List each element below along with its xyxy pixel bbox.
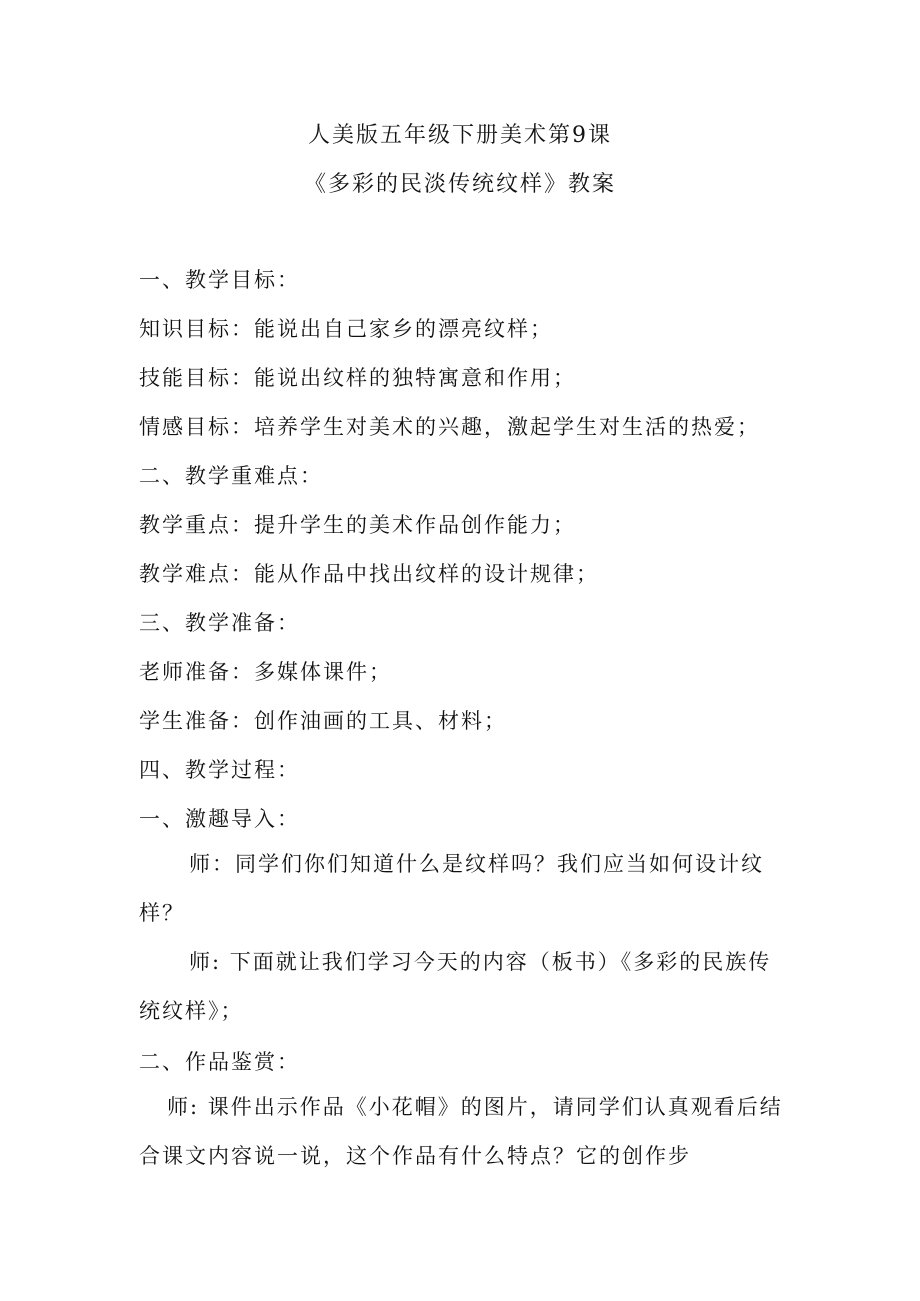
document-title-line-1: 人美版五年级下册美术第9课 — [308, 123, 612, 148]
key-point: 教学重点：提升学生的美术作品创作能力； — [139, 513, 576, 537]
skill-objective: 技能目标：能说出纹样的独特寓意和作用； — [139, 366, 576, 390]
heading-preparation: 三、教学准备： — [139, 611, 300, 635]
teacher-preparation: 老师准备：多媒体课件； — [139, 660, 392, 684]
student-preparation: 学生准备：创作油画的工具、材料； — [139, 709, 507, 733]
paragraph-teacher-question: 师：同学们你们知道什么是纹样吗？我们应当如何设计纹样？ — [139, 852, 764, 925]
heading-key-difficult-points: 二、教学重难点： — [139, 464, 323, 488]
knowledge-objective: 知识目标：能说出自己家乡的漂亮纹样； — [139, 317, 553, 341]
heading-teaching-process: 四、教学过程： — [139, 758, 300, 782]
document-title-line-2: 《多彩的民淡传统纹样》教案 — [303, 172, 616, 197]
paragraph-teacher-today-content: 师: 下面就让我们学习今天的内容（板书）《多彩的民族传统纹样》； — [139, 950, 772, 1023]
paragraph-appreciation-question: 师: 课件出示作品《小花帽》的图片，请同学们认真观看后结合课文内容说一说，这个作品有什么特点？它的创作步 — [139, 1095, 783, 1168]
difficult-point: 教学难点：能从作品中找出纹样的设计规律； — [139, 562, 599, 586]
heading-work-appreciation: 二、作品鉴赏： — [139, 1050, 300, 1074]
emotion-objective: 情感目标：培养学生对美术的兴趣，激起学生对生活的热爱； — [139, 415, 760, 439]
heading-introduction: 一、激趣导入： — [139, 807, 300, 831]
heading-teaching-objectives: 一、教学目标： — [139, 268, 300, 292]
